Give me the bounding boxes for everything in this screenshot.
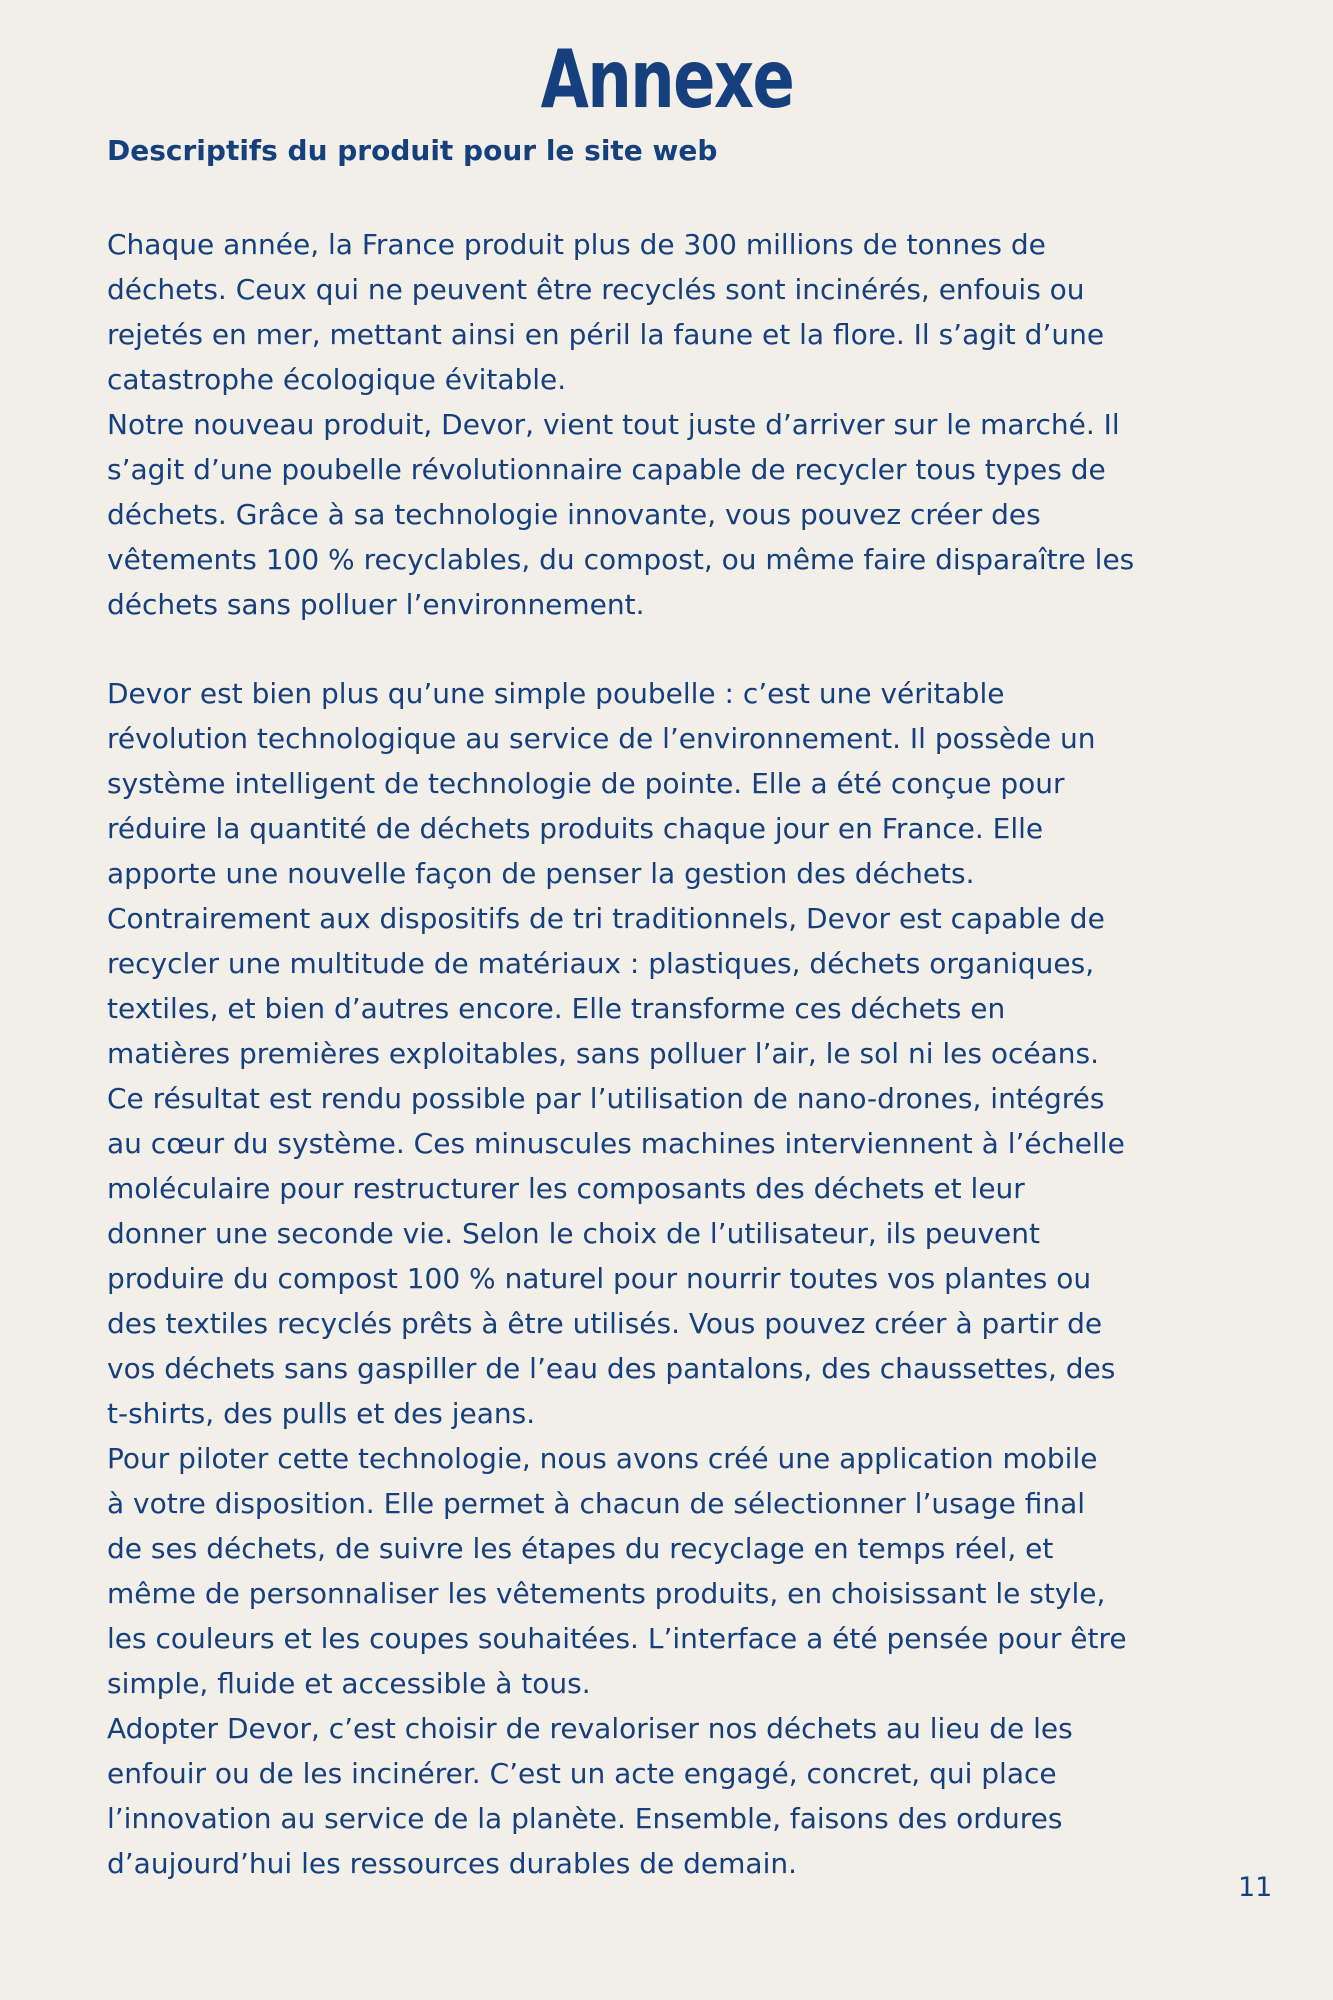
text-line: Ce résultat est rendu possible par l’utilisation de nano-drones, intégrés	[107, 1082, 1105, 1115]
page-title	[0, 33, 1333, 126]
text-line: même de personnaliser les vêtements produits, en choisissant le style,	[107, 1577, 1106, 1610]
page-number: 11	[1238, 1872, 1273, 1903]
text-line: réduire la quantité de déchets produits chaque jour en France. Elle	[107, 812, 1044, 845]
text-line: d’aujourd’hui les ressources durables de demain.	[107, 1847, 797, 1880]
paragraph-section	[107, 222, 1247, 627]
text-line: vos déchets sans gaspiller de l’eau des pantalons, des chaussettes, des	[107, 1352, 1116, 1385]
text-line: t-shirts, des pulls et des jeans.	[107, 1397, 536, 1430]
text-line: Pour piloter cette technologie, nous avons créé une application mobile	[107, 1442, 1098, 1475]
section-heading: Descriptifs du produit pour le site web	[107, 134, 718, 167]
text-line: déchets. Grâce à sa technologie innovante, vous pouvez créer des	[107, 498, 1041, 531]
text-line: au cœur du système. Ces minuscules machines interviennent à l’échelle	[107, 1127, 1125, 1160]
paragraph-section	[107, 671, 1247, 1886]
text-line: vêtements 100 % recyclables, du compost, ou même faire disparaître les	[107, 543, 1135, 576]
text-line: produire du compost 100 % naturel pour nourrir toutes vos plantes ou	[107, 1262, 1092, 1295]
text-line: système intelligent de technologie de pointe. Elle a été conçue pour	[107, 767, 1065, 800]
text-line: recycler une multitude de matériaux : plastiques, déchets organiques,	[107, 947, 1095, 980]
text-line: Notre nouveau produit, Devor, vient tout juste d’arriver sur le marché. Il	[107, 408, 1120, 441]
text-line: s’agit d’une poubelle révolutionnaire capable de recycler tous types de	[107, 453, 1106, 486]
text-line: matières premières exploitables, sans polluer l’air, le sol ni les océans.	[107, 1037, 1100, 1070]
text-line: révolution technologique au service de l’environnement. Il possède un	[107, 722, 1096, 755]
text-line: à votre disposition. Elle permet à chacun de sélectionner l’usage final	[107, 1487, 1086, 1520]
text-line: textiles, et bien d’autres encore. Elle transforme ces déchets en	[107, 992, 1006, 1025]
body-text	[107, 222, 1247, 1886]
text-line: les couleurs et les coupes souhaitées. L’interface a été pensée pour être	[107, 1622, 1127, 1655]
text-line: déchets sans polluer l’environnement.	[107, 588, 645, 621]
text-line: rejetés en mer, mettant ainsi en péril la faune et la flore. Il s’agit d’une	[107, 318, 1105, 351]
text-line: Chaque année, la France produit plus de 300 millions de tonnes de	[107, 228, 1046, 261]
text-line: apporte une nouvelle façon de penser la gestion des déchets.	[107, 857, 975, 890]
text-line: de ses déchets, de suivre les étapes du recyclage en temps réel, et	[107, 1532, 1054, 1565]
text-line: Devor est bien plus qu’une simple poubelle : c’est une véritable	[107, 677, 1005, 710]
text-line: Contrairement aux dispositifs de tri traditionnels, Devor est capable de	[107, 902, 1105, 935]
text-line: enfouir ou de les incinérer. C’est un acte engagé, concret, qui place	[107, 1757, 1057, 1790]
text-line: moléculaire pour restructurer les composants des déchets et leur	[107, 1172, 1025, 1205]
text-line: donner une seconde vie. Selon le choix de l’utilisateur, ils peuvent	[107, 1217, 1040, 1250]
text-line: des textiles recyclés prêts à être utilisés. Vous pouvez créer à partir de	[107, 1307, 1103, 1340]
page-title-text: Annexe	[540, 33, 793, 126]
text-line: simple, fluide et accessible à tous.	[107, 1667, 591, 1700]
text-line: Adopter Devor, c’est choisir de revaloriser nos déchets au lieu de les	[107, 1712, 1073, 1745]
text-line: catastrophe écologique évitable.	[107, 363, 567, 396]
text-line: l’innovation au service de la planète. Ensemble, faisons des ordures	[107, 1802, 1063, 1835]
text-line: déchets. Ceux qui ne peuvent être recyclés sont incinérés, enfouis ou	[107, 273, 1085, 306]
